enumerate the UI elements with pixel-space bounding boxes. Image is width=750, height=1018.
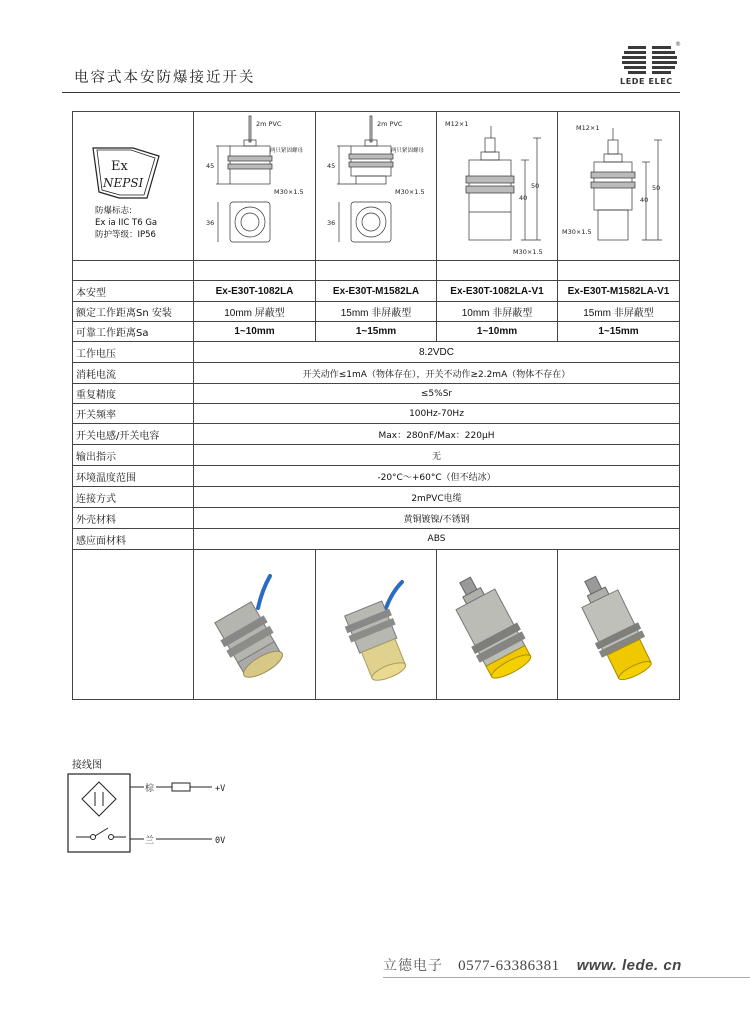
capacitive-sensor-symbol [82, 782, 116, 816]
resistor-icon [172, 783, 190, 791]
phone-number: 0577-63386381 [458, 958, 560, 974]
drawing-ex-e30t-m1582la [316, 112, 437, 261]
spec-label: 输出指示 [73, 445, 194, 466]
wire-blue-label: 兰 [145, 836, 155, 846]
certification-info [95, 205, 157, 241]
registered-mark: ® [675, 41, 681, 48]
spec-value: -20°C～+60°C（但不结冰） [194, 466, 680, 487]
sa-value-1: 1~10mm [194, 322, 316, 342]
product-photo-1 [194, 550, 316, 700]
certification-cell [73, 112, 194, 261]
height-dim-2: 50 [531, 182, 540, 190]
model-row [73, 281, 680, 302]
spec-label: 工作电压 [73, 342, 194, 363]
v-plus-label: +V [215, 784, 226, 794]
nut-label: 两只紧固螺母 [270, 148, 304, 154]
spec-label: 连接方式 [73, 487, 194, 508]
sa-row [73, 322, 680, 342]
sa-label: 可靠工作距离Sa [73, 322, 194, 342]
logo-text: LEDE ELEC [620, 77, 673, 86]
spec-value: 无 [194, 445, 680, 466]
connector-label: M12×1 [445, 120, 469, 128]
wiring-title: 接线图 [72, 760, 102, 771]
sa-value-3: 1~10mm [437, 322, 558, 342]
sn-value-4: 15mm 非屏蔽型 [558, 302, 680, 322]
model-1: Ex-E30T-1082LA [194, 281, 316, 302]
nut-label: 两只紧固螺母 [391, 148, 425, 154]
spec-label: 感应面材料 [73, 529, 194, 550]
v-zero-label: 0V [215, 836, 226, 846]
product-photo-4 [558, 550, 680, 700]
website-link[interactable]: www. lede. cn [576, 957, 682, 974]
spec-label: 消耗电流 [73, 363, 194, 384]
spec-value: 开关动作≤1mA（物体存在），开关不动作≥2.2mA（物体不存在） [194, 363, 680, 384]
thread-label: M30×1.5 [562, 228, 592, 236]
height-dim: 45 [206, 162, 215, 170]
connector-label: M12×1 [576, 124, 600, 132]
ex-symbol-text: Ex [111, 159, 128, 174]
footer [383, 955, 682, 975]
sn-value-1: 10mm 屏蔽型 [194, 302, 316, 322]
spec-label: 重复精度 [73, 384, 194, 404]
drawing-ex-e30t-m1582la-v1 [558, 112, 680, 261]
model-2: Ex-E30T-M1582LA [316, 281, 437, 302]
sn-value-3: 10mm 非屏蔽型 [437, 302, 558, 322]
height-dim: 45 [327, 162, 336, 170]
explosion-mark-value: Ex ia IIC T6 Ga [95, 218, 158, 228]
spec-value: 100Hz-70Hz [194, 404, 680, 424]
sn-row [73, 302, 680, 322]
spec-label: 开关电感/开关电容 [73, 424, 194, 445]
width-dim: 36 [206, 219, 215, 227]
drawing-row [73, 112, 680, 261]
model-3: Ex-E30T-1082LA-V1 [437, 281, 558, 302]
spec-label: 开关频率 [73, 404, 194, 424]
photo-row [73, 550, 680, 700]
thread-label: M30×1.5 [395, 188, 425, 196]
spacer-row [73, 261, 680, 281]
drawing-ex-e30t-1082la-v1 [437, 112, 558, 261]
product-photo-2 [316, 550, 437, 700]
switch-symbol [76, 828, 126, 840]
spec-label: 环境温度范围 [73, 466, 194, 487]
nepsi-text: NEPSI [103, 176, 144, 190]
cable-label: 2m PVC [377, 120, 403, 128]
sensor-photo-connector-1 [437, 550, 558, 696]
spec-row [73, 487, 680, 508]
height-dim-1: 40 [640, 196, 649, 204]
company-name: 立德电子 [383, 958, 443, 974]
width-dim: 36 [327, 219, 336, 227]
spec-row [73, 529, 680, 550]
sn-value-2: 15mm 非屏蔽型 [316, 302, 437, 322]
height-dim-1: 40 [519, 194, 528, 202]
drawing-ex-e30t-1082la [194, 112, 316, 261]
product-photo-3 [437, 550, 558, 700]
cable-label: 2m PVC [256, 120, 282, 128]
model-4: Ex-E30T-M1582LA-V1 [558, 281, 680, 302]
sensor-photo-cable-1 [194, 550, 315, 696]
spec-value: 黄铜镀镍/不锈钢 [194, 508, 680, 529]
spec-row [73, 384, 680, 404]
spec-row [73, 424, 680, 445]
spec-label: 外壳材料 [73, 508, 194, 529]
spec-row [73, 404, 680, 424]
spec-row [73, 445, 680, 466]
thread-label: M30×1.5 [513, 248, 543, 256]
model-label: 本安型 [73, 281, 194, 302]
page-title: 电容式本安防爆接近开关 [74, 70, 256, 86]
sa-value-4: 1~15mm [558, 322, 680, 342]
spec-value: Max：280nF/Max：220μH [194, 424, 680, 445]
photo-blank [73, 550, 194, 700]
sn-label: 额定工作距离Sn 安装 [73, 302, 194, 322]
spec-row [73, 466, 680, 487]
wiring-diagram [66, 772, 306, 858]
sensor-photo-connector-2 [558, 550, 680, 696]
sa-value-2: 1~15mm [316, 322, 437, 342]
footer-rule [383, 977, 750, 978]
spec-table [72, 111, 680, 700]
spec-value: ≤5%Sr [194, 384, 680, 404]
protection-grade: 防护等级：IP56 [95, 230, 156, 240]
header-rule [62, 92, 680, 93]
wire-brown-label: 棕 [145, 784, 155, 794]
spec-value: 8.2VDC [194, 342, 680, 363]
spec-value: ABS [194, 529, 680, 550]
spec-row [73, 363, 680, 384]
sensor-photo-cable-2 [316, 550, 438, 696]
height-dim-2: 50 [652, 184, 661, 192]
spec-row [73, 508, 680, 529]
explosion-mark-label: 防爆标志: [95, 206, 132, 216]
thread-label: M30×1.5 [274, 188, 304, 196]
spec-row [73, 342, 680, 363]
spec-value: 2mPVC电缆 [194, 487, 680, 508]
